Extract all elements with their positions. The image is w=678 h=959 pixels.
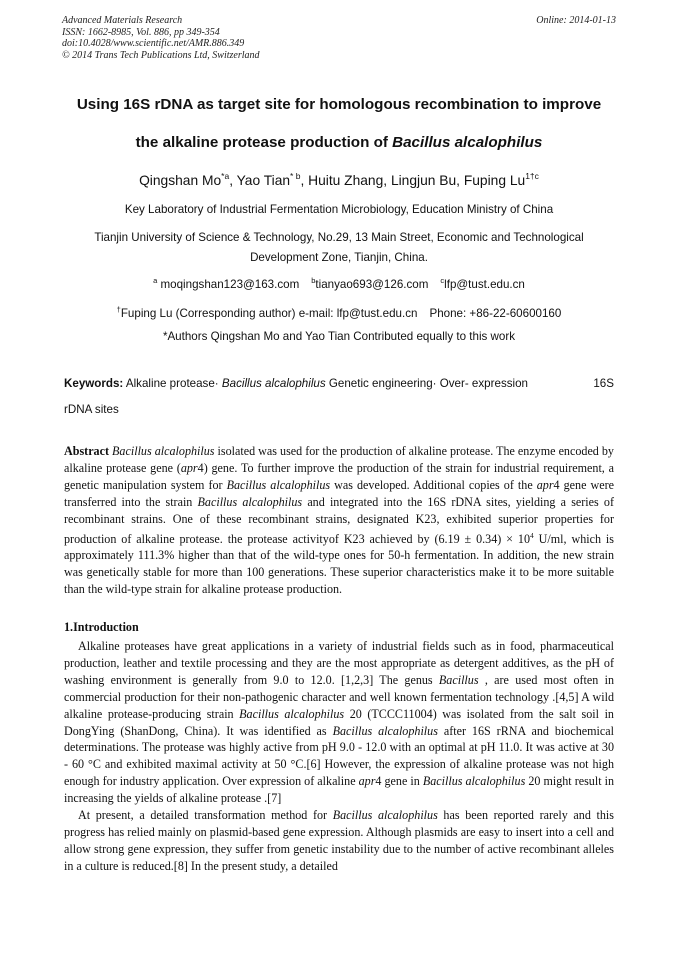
species-name: Bacillus alcalophilus [239,706,345,721]
copyright-line: © 2014 Trans Tech Publications Ltd, Switzerland [62,49,260,61]
intro-text: , are used most often in commercial production for their non-pathogenic character and well known fermentation technology .[4,5] A wild alkaline protease-producing strain [64,672,614,721]
paper-title-line-2 [30,134,648,151]
intro-paragraph-2 [64,807,614,875]
intro-text: 20 might result in increasing the yields of alkaline protease .[7] [64,774,614,806]
abstract-text: isolated was used for the production of alkaline protease. The enzyme encoded by alkaline protease gene ( [64,444,614,475]
keywords-line-2: rDNA sites [64,403,119,416]
intro-text: has been reported rarely and this progress has relied mainly on plasmid-based gene expression. Although plasmids are easy to insert into a cell and allow strong gene expression, they suffer from genetic instability due to the number of active recombinant alleles in a culture is reduced.[8] In the present study, a detailed [64,808,614,873]
affiliation-line-1: Key Laboratory of Industrial Fermentation Microbiology, Education Ministry of China [124,203,554,216]
title-text: the alkaline protease production of [135,134,393,151]
species-name: Bacillus alcalophilus [112,444,215,458]
email-c: lfp@tust.edu.cn [444,278,525,291]
introduction-heading: 1.Introduction [64,620,139,634]
affiliation-line-3: Development Zone, Tianjin, China. [250,251,428,264]
affiliation-line-2: Tianjin University of Science & Technology, No.29, 13 Main Street, Economic and Technological [94,231,584,244]
keyword-1: Alkaline protease· [123,377,222,390]
author-1: Qingshan Mo [139,173,222,188]
email-a-marker: a [153,276,158,285]
introduction-section [64,638,614,875]
abstract-text: U/ml, which is approximately 111.3% higher than that of the wild-type ones for 50-h fermentation. In addition, the new strain was genetically stable for more than 100 generations. These superior characteristics make it to be more suitable than the wild-type strain for alkaline protease production. [64,531,614,597]
intro-text: At present, a detailed transformation method for [78,808,333,823]
keyword-3: Genetic engineering· Over- expression [325,377,529,390]
email-a: moqingshan123@163.com [157,278,300,291]
keywords-line-1 [64,377,616,390]
species-name: Bacillus alcalophilus [422,774,526,789]
title-species: Bacillus alcalophilus [392,134,543,151]
email-b: tianyao693@126.com [315,278,429,291]
corresponding-author-line [30,305,648,320]
email-b-marker: b [311,276,316,285]
keyword-16s: 16S [593,377,614,390]
corresponding-marker: † [116,305,121,314]
intro-text: 4 gene in [375,774,423,789]
corresponding-author: Fuping Lu (Corresponding author) e-mail: lfp@tust.edu.cn [120,307,418,320]
species-name: Bacillus alcalophilus [226,477,331,492]
author-1-marker: *a [221,171,230,181]
doi-line: doi:10.4028/www.scientific.net/AMR.886.349 [62,38,245,49]
species-name: Bacillus alcalophilus [197,494,303,509]
abstract-text: 4 gene were transferred into the strain [64,477,615,509]
genus-name: Bacillus [438,672,479,687]
gene-name: apr [180,460,198,475]
intro-paragraph-1 [64,638,614,807]
abstract-text: and integrated into the 16S rDNA sites, yielding a series of recombinant strains. One of these recombinant strains, designated K23, exhibited superior properties for production of alkaline protease. the protease activityof K23 achieved by (6.19 ± 0.34) × 10 [64,494,614,546]
species-name: Bacillus alcalophilus [332,808,438,823]
author-2-marker: * b [290,171,301,181]
equal-contribution-note: *Authors Qingshan Mo and Yao Tian Contributed equally to this work [162,330,516,343]
abstract-text: 4) gene. To further improve the production of the strain for industrial requirement, a genetic manipulation system for [64,460,614,492]
phone-number: Phone: +86-22-60600160 [429,307,562,320]
journal-name: Advanced Materials Research [62,15,183,26]
gene-name: apr [358,774,376,789]
author-rest: , Huitu Zhang, Lingjun Bu, Fuping Lu [300,173,526,188]
abstract-text: was developed. Additional copies of the [330,477,537,492]
gene-name: apr [536,477,554,492]
author-last-marker: 1†c [525,171,539,181]
keywords-label: Keywords: [64,377,124,390]
exponent: 4 [530,530,534,540]
author-2: , Yao Tian [229,173,291,188]
intro-text: after 16S rRNA and biochemical determinations. The protease was highly active from pH 9.0 - 12.0 with an optimal at pH 11.0. It was active at 30 - 60 °C and exhibited maximal activity at 50 °C.[6] However, the expression of alkaline protease was not high enough for industry application. Over expression of alkaline [64,723,614,789]
abstract-label: Abstract [64,444,110,458]
issn-line: ISSN: 1662-8985, Vol. 886, pp 349-354 [62,26,220,38]
email-c-marker: c [440,276,445,285]
paper-title-line-1: Using 16S rDNA as target site for homologous recombination to improve [76,96,602,113]
keyword-species: Bacillus alcalophilus [221,377,326,390]
author-list [30,171,648,188]
species-name: Bacillus alcalophilus [332,723,438,738]
journal-header [62,15,618,61]
email-line [30,276,648,291]
intro-text: 20 (TCCC11004) was isolated from the salt soil in DongYing (ShanDong, China). It was identified as [64,706,614,738]
intro-text: Alkaline proteases have great applications in a variety of industrial fields such as in food, pharmaceutical production, leather and textile processing and they are the most appropriate as detergent additives, as the pH of washing environment is generally from 9.0 to 12.0. [1,2,3] The genus [64,639,614,687]
abstract-paragraph [64,443,614,598]
online-date: Online: 2014-01-13 [536,15,616,26]
abstract-section [64,443,614,598]
